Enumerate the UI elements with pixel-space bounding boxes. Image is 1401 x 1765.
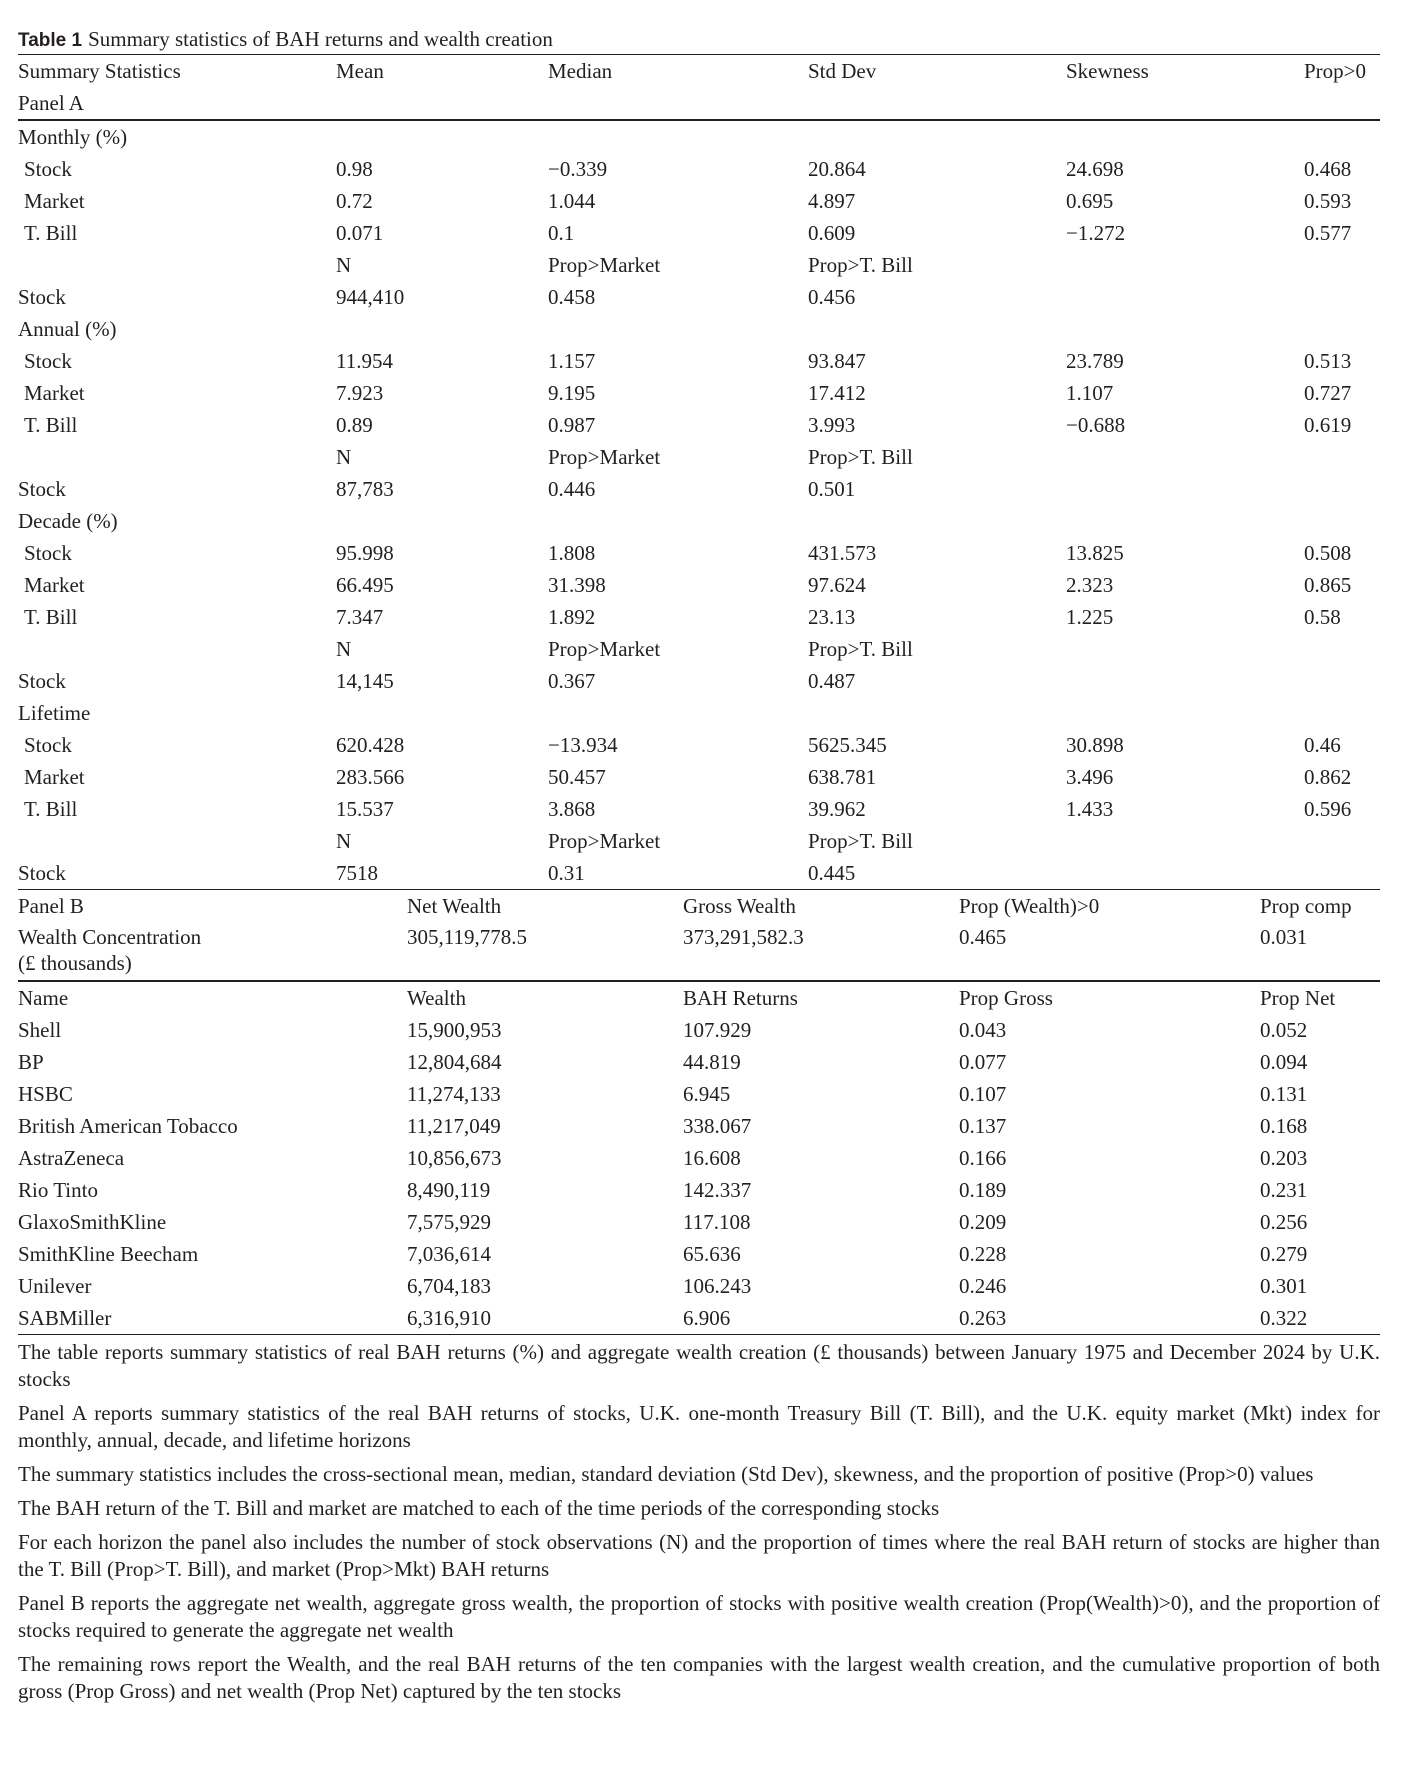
row-label: Stock [24,349,72,373]
column-header: Wealth [407,986,466,1010]
stat-row [18,729,1380,761]
stock-count-row [18,281,1380,313]
company-name: British American Tobacco [18,1114,238,1138]
company-value: 0.263 [959,1306,1007,1330]
sub-header-row [18,633,1380,665]
row-label: Market [24,381,85,405]
stat-value: 0.72 [336,189,373,213]
table-title: Summary statistics of BAH returns and wealth creation [88,27,553,51]
stat-row [18,793,1380,825]
companies-body [18,1014,1380,1334]
company-name: AstraZeneca [18,1146,125,1170]
sub-header-row [18,249,1380,281]
stat-value: 0.367 [548,669,596,693]
company-value: 0.209 [959,1210,1007,1234]
row-label: Stock [18,861,66,885]
company-name: HSBC [18,1082,73,1106]
row-label: T. Bill [24,605,78,629]
stat-value: 23.13 [808,605,856,629]
row-label: T. Bill [24,413,78,437]
sub-column-header: Prop>Market [548,637,661,661]
stat-value: 31.398 [548,573,606,597]
column-header: Skewness [1066,59,1149,83]
stat-value: 93.847 [808,349,866,373]
company-value: 117.108 [683,1210,751,1234]
stock-count-row [18,665,1380,697]
company-row [18,1142,1380,1174]
column-header: Gross Wealth [683,894,796,918]
horizon-title: Annual (%) [18,317,117,341]
panel-a-label-row [18,87,1380,119]
company-value: 15,900,953 [407,1018,502,1042]
stat-value: 0.987 [548,413,596,437]
company-row [18,1302,1380,1334]
row-label: Stock [18,285,66,309]
column-header: Net Wealth [407,894,502,918]
sub-column-header: Prop>T. Bill [808,253,913,277]
stat-value: 0.501 [808,477,856,501]
stat-value: 4.897 [808,189,856,213]
stat-value: 14,145 [336,669,394,693]
company-row [18,1238,1380,1270]
company-row [18,1078,1380,1110]
sub-header-row [18,825,1380,857]
row-label-line: Wealth Concentration [18,925,202,949]
stat-value: 0.727 [1304,381,1352,405]
note-paragraph: Panel A reports summary statistics of the real BAH returns of stocks, U.K. one-month Treasury Bill (T. Bill), and the U.K. equity market (Mkt) index for monthly, annual, decade, and lifetime horizons [18,1401,1380,1452]
panel-b-label: Panel B [18,894,84,918]
sub-column-header: Prop>Market [548,253,661,277]
company-value: 0.231 [1260,1178,1308,1202]
company-value: 0.107 [959,1082,1007,1106]
column-header: Prop>0 [1304,59,1367,83]
panel-a-label: Panel A [18,91,84,115]
stat-value: 7518 [336,861,378,885]
stat-value: −13.934 [548,733,618,757]
stat-value: 0.458 [548,285,596,309]
stat-value: 97.624 [808,573,866,597]
stat-value: 0.071 [336,221,384,245]
company-value: 0.166 [959,1146,1007,1170]
stat-value: 0.456 [808,285,856,309]
company-value: 0.094 [1260,1050,1308,1074]
company-name: BP [18,1050,44,1074]
company-name: SABMiller [18,1306,112,1330]
company-value: 8,490,119 [407,1178,491,1202]
stat-value: 30.898 [1066,733,1124,757]
company-value: 0.322 [1260,1306,1308,1330]
note-paragraph: The table reports summary statistics of real BAH returns (%) and aggregate wealth creation (£ thousands) between January 1975 and December 2024 by U.K. stocks [18,1340,1380,1391]
stat-value: 620.428 [336,733,405,757]
stat-value: 431.573 [808,541,877,565]
stat-row [18,217,1380,249]
sub-column-header: N [336,253,352,277]
stat-row [18,345,1380,377]
stock-count-row [18,857,1380,889]
stat-row [18,153,1380,185]
stat-value: 3.993 [808,413,856,437]
prop-comp-value: 0.031 [1260,925,1308,949]
company-row [18,1046,1380,1078]
stat-value: 39.962 [808,797,866,821]
stat-value: 0.865 [1304,573,1352,597]
stat-value: 7.923 [336,381,384,405]
prop-wealth-value: 0.465 [959,925,1007,949]
company-value: 12,804,684 [407,1050,502,1074]
company-value: 7,575,929 [407,1210,491,1234]
horizon-title-row [18,697,1380,729]
horizon-title-row [18,313,1380,345]
stat-value: 0.577 [1304,221,1352,245]
stat-value: 638.781 [808,765,877,789]
stat-value: 1.808 [548,541,596,565]
company-row [18,1014,1380,1046]
stat-value: 66.495 [336,573,394,597]
row-label: Market [24,573,85,597]
stat-value: 0.596 [1304,797,1352,821]
note-paragraph: Panel B reports the aggregate net wealth, aggregate gross wealth, the proportion of stocks with positive wealth creation (Prop(Wealth)>0), and the proportion of stocks required to generate the aggregate net wealth [18,1591,1380,1642]
column-header: Std Dev [808,59,877,83]
stat-value: 23.789 [1066,349,1124,373]
column-header: Prop comp [1260,894,1352,918]
row-label: Stock [18,669,66,693]
summary-table [18,54,1380,1335]
stat-value: 0.31 [548,861,585,885]
row-label: T. Bill [24,221,78,245]
stat-value: 0.695 [1066,189,1114,213]
company-value: 0.256 [1260,1210,1308,1234]
company-value: 0.189 [959,1178,1007,1202]
company-name: SmithKline Beecham [18,1242,199,1266]
company-value: 0.052 [1260,1018,1308,1042]
panel-a-body [18,121,1380,889]
company-name: GlaxoSmithKline [18,1210,167,1234]
company-name: Unilever [18,1274,92,1298]
company-value: 0.043 [959,1018,1007,1042]
horizon-title-row [18,505,1380,537]
company-value: 10,856,673 [407,1146,502,1170]
stat-value: 95.998 [336,541,394,565]
note-paragraph: For each horizon the panel also includes the number of stock observations (N) and the proportion of times where the real BAH return of stocks are higher than the T. Bill (Prop>T. Bill), and market (Prop>Mkt) BAH returns [18,1530,1380,1581]
stat-row [18,569,1380,601]
stat-value: 17.412 [808,381,866,405]
company-value: 106.243 [683,1274,752,1298]
stat-value: 15.537 [336,797,394,821]
gross-wealth-value: 373,291,582.3 [683,925,804,949]
horizon-title: Monthly (%) [18,125,128,149]
stat-row [18,761,1380,793]
sub-column-header: Prop>Market [548,445,661,469]
company-value: 6.945 [683,1082,731,1106]
stat-value: 0.513 [1304,349,1352,373]
company-value: 0.168 [1260,1114,1308,1138]
stat-value: 50.457 [548,765,606,789]
stat-value: 1.107 [1066,381,1114,405]
company-row [18,1174,1380,1206]
company-value: 44.819 [683,1050,741,1074]
company-name: Rio Tinto [18,1178,98,1202]
wealth-concentration-label [18,924,201,976]
column-header: Prop Net [1260,986,1336,1010]
horizon-title: Lifetime [18,701,91,725]
panel-b-header-row [18,890,1380,922]
stat-row [18,185,1380,217]
table-notes [18,1339,1380,1705]
stat-value: 1.225 [1066,605,1114,629]
stat-value: 5625.345 [808,733,887,757]
stat-value: 1.157 [548,349,596,373]
sub-column-header: Prop>T. Bill [808,829,913,853]
stat-value: 24.698 [1066,157,1124,181]
bottom-rule [18,1334,1380,1335]
stat-value: 0.98 [336,157,373,181]
stat-value: 0.487 [808,669,856,693]
column-header: Mean [336,59,384,83]
column-header: Name [18,986,69,1010]
stock-count-row [18,473,1380,505]
row-label-line: (£ thousands) [18,951,132,975]
row-label: Stock [24,733,72,757]
note-paragraph: The remaining rows report the Wealth, and the real BAH returns of the ten companies with the largest wealth creation, and the cumulative proportion of both gross (Prop Gross) and net wealth (Prop Net) captured by the ten stocks [18,1652,1380,1703]
stat-value: 11.954 [336,349,393,373]
stat-value: 7.347 [336,605,384,629]
stat-value: 0.58 [1304,605,1341,629]
stat-value: 944,410 [336,285,405,309]
stat-value: 3.496 [1066,765,1114,789]
stat-value: 0.619 [1304,413,1352,437]
stat-value: 2.323 [1066,573,1114,597]
stat-row [18,409,1380,441]
stat-value: −1.272 [1066,221,1126,245]
column-header: Prop (Wealth)>0 [959,894,1100,918]
stat-value: 20.864 [808,157,866,181]
stat-value: 0.445 [808,861,856,885]
stat-value: 9.195 [548,381,596,405]
sub-header-row [18,441,1380,473]
company-value: 16.608 [683,1146,741,1170]
sub-column-header: Prop>T. Bill [808,445,913,469]
company-value: 7,036,614 [407,1242,491,1266]
company-value: 11,217,049 [407,1114,501,1138]
row-label: Stock [18,477,66,501]
company-row [18,1110,1380,1142]
panel-a-header-row [18,55,1380,87]
table-label: Table 1 [18,30,83,51]
stat-value: 0.46 [1304,733,1341,757]
net-wealth-value: 305,119,778.5 [407,925,527,949]
company-value: 6.906 [683,1306,731,1330]
horizon-title: Decade (%) [18,509,118,533]
stat-value: 0.609 [808,221,856,245]
company-value: 6,704,183 [407,1274,491,1298]
row-label: Stock [24,541,72,565]
stat-value: −0.688 [1066,413,1126,437]
company-value: 0.279 [1260,1242,1308,1266]
company-value: 0.137 [959,1114,1007,1138]
column-header: Prop Gross [959,986,1053,1010]
stat-row [18,537,1380,569]
sub-column-header: N [336,829,352,853]
stat-value: 0.508 [1304,541,1352,565]
company-value: 6,316,910 [407,1306,491,1330]
stat-value: −0.339 [548,157,608,181]
horizon-title-row [18,121,1380,153]
row-label: T. Bill [24,797,78,821]
stat-value: 0.468 [1304,157,1352,181]
row-label: Market [24,189,85,213]
stat-value: 283.566 [336,765,405,789]
stat-value: 0.862 [1304,765,1352,789]
company-value: 11,274,133 [407,1082,501,1106]
company-value: 0.203 [1260,1146,1308,1170]
company-name: Shell [18,1018,62,1042]
sub-column-header: Prop>Market [548,829,661,853]
stat-value: 3.868 [548,797,596,821]
note-paragraph: The BAH return of the T. Bill and market are matched to each of the time periods of the corresponding stocks [18,1496,940,1520]
stat-value: 1.433 [1066,797,1114,821]
stat-value: 1.044 [548,189,596,213]
company-value: 338.067 [683,1114,752,1138]
company-value: 0.246 [959,1274,1007,1298]
company-value: 0.301 [1260,1274,1308,1298]
company-value: 0.228 [959,1242,1007,1266]
page [18,0,1401,1705]
company-row [18,1206,1380,1238]
column-header: Median [548,59,613,83]
stat-value: 87,783 [336,477,394,501]
sub-column-header: N [336,637,352,661]
stat-row [18,377,1380,409]
column-header: BAH Returns [683,986,798,1010]
stat-value: 0.89 [336,413,373,437]
stat-value: 13.825 [1066,541,1124,565]
stat-value: 0.446 [548,477,596,501]
table-caption [18,26,1401,54]
stat-value: 0.1 [548,221,575,245]
sub-column-header: Prop>T. Bill [808,637,913,661]
note-paragraph: The summary statistics includes the cross-sectional mean, median, standard deviation (Std Dev), skewness, and the proportion of positive (Prop>0) values [18,1462,1314,1486]
stat-value: 1.892 [548,605,596,629]
company-row [18,1270,1380,1302]
wealth-concentration-row [18,922,1380,980]
company-value: 0.077 [959,1050,1007,1074]
column-header: Summary Statistics [18,59,181,83]
stat-row [18,601,1380,633]
stat-value: 0.593 [1304,189,1352,213]
sub-column-header: N [336,445,352,469]
company-value: 107.929 [683,1018,752,1042]
company-value: 142.337 [683,1178,752,1202]
row-label: Stock [24,157,72,181]
row-label: Market [24,765,85,789]
company-value: 0.131 [1260,1082,1308,1106]
company-value: 65.636 [683,1242,741,1266]
companies-header-row [18,982,1380,1014]
